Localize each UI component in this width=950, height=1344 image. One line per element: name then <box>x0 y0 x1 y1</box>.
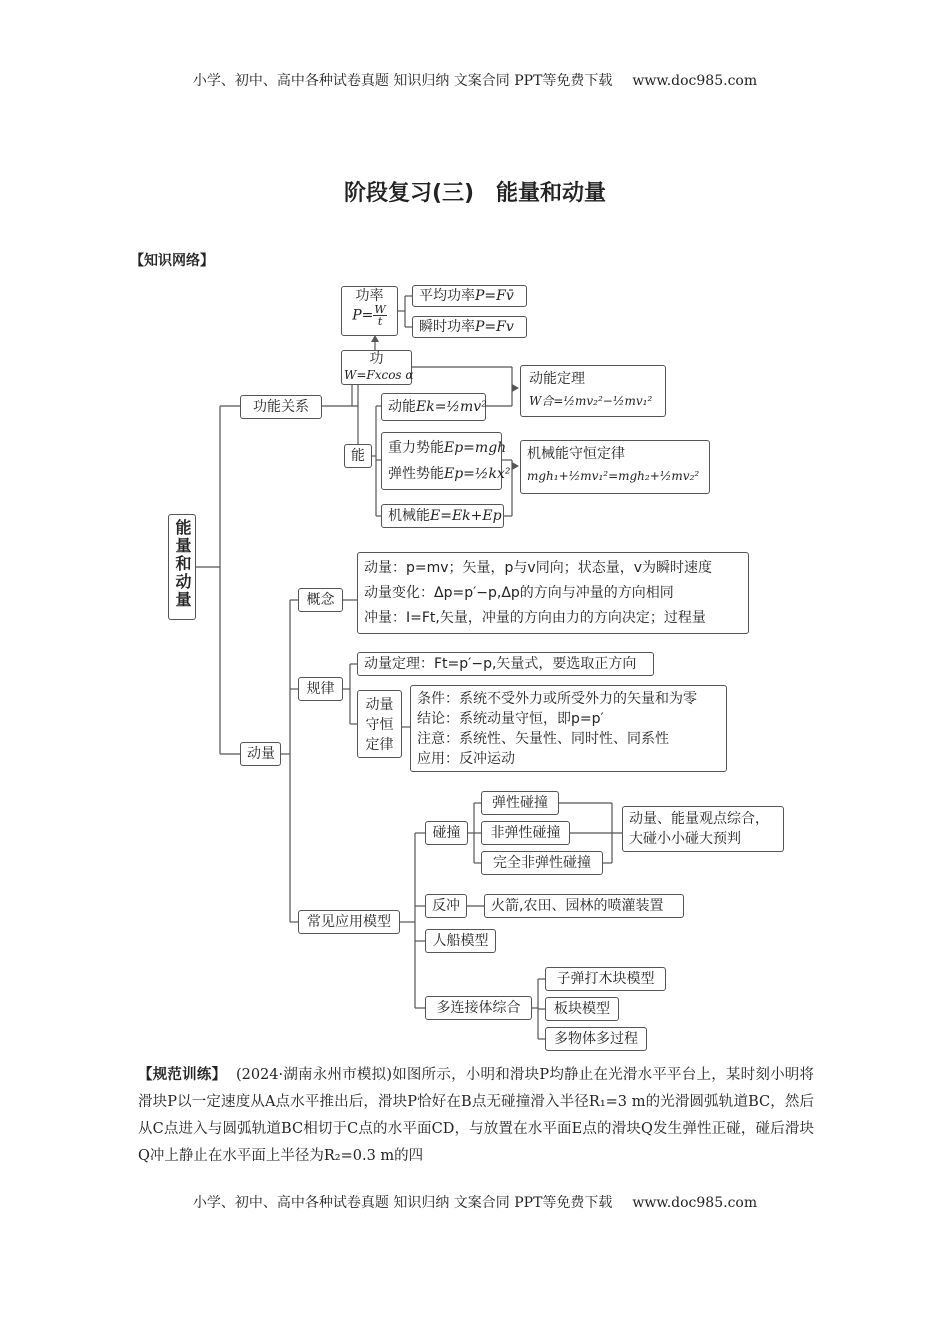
node-pz-note: 动量、能量观点综合， 大碰小小碰大预判 <box>622 806 784 852</box>
node-guilv: 规律 <box>298 677 343 701</box>
root-node: 能量和动量 <box>168 514 196 620</box>
node-zidan: 子弹打木块模型 <box>545 967 666 991</box>
node-gainian-detail: 动量：p=mv；矢量，p与v同向；状态量，v为瞬时速度 动量变化：Δp=p′−p,Δp的方向与冲量的方向相同 冲量：I=Ft,矢量，冲量的方向由力的方向决定；过程量 <box>357 552 749 634</box>
node-potential: 重力势能Ep=mgh 弹性势能Ep=½kx² <box>381 432 502 490</box>
node-dongliang: 动量 <box>240 742 281 766</box>
section-label: 【知识网络】 <box>130 253 214 269</box>
node-avg-power: 平均功率P=Fv̄ <box>412 285 527 307</box>
node-fanchong: 反冲 <box>425 894 467 918</box>
node-dl-conservation: 动量守恒定律 <box>357 690 402 758</box>
page-title: 阶段复习(三) 能量和动量 <box>343 181 607 206</box>
page-header: 小学、初中、高中各种试卷真题 知识归纳 文案合同 PPT等免费下载 www.doc985.com <box>192 73 758 89</box>
node-feitanxing-pz: 非弹性碰撞 <box>481 821 570 845</box>
node-renchuan: 人船模型 <box>425 929 496 953</box>
node-gong: 功 W=Fxcos α <box>341 350 412 385</box>
node-wanquan-pz: 完全非弹性碰撞 <box>481 851 603 875</box>
node-jixieneng: 机械能E=Ek+Ep <box>381 504 504 528</box>
node-pengzhuang: 碰撞 <box>425 821 468 845</box>
node-dongneng: 动能Ek=½mv² <box>381 393 486 421</box>
problem-paragraph: 【规范训练】 (2024·湖南永州市模拟)如图所示，小明和滑块P均静止在光滑水平平台上，某时刻小明将滑块P以一定速度从A点水平推出后，滑块P恰好在B点无碰撞滑入半径R₁=3 m的光滑圆弧轨道BC，然后从C点进入与圆弧轨道BC相切于C点的水平面CD，与放置在水平面E点的滑块Q发生弹性正碰，碰后滑块Q冲上静止在水平面上半径为R₂=0.3 m的四 <box>138 1067 814 1164</box>
node-tanxing-pz: 弹性碰撞 <box>481 791 559 815</box>
fraction-w-over-t: $\frac{W}{t}$ <box>374 303 386 328</box>
node-gongneng: 功能关系 <box>240 395 322 419</box>
node-jixie-conservation: 机械能守恒定律 mgh₁+½mv₁²=mgh₂+½mv₂² <box>520 440 710 494</box>
node-conservation-detail: 条件：系统不受外力或所受外力的矢量和为零 结论：系统动量守恒，即p=p′ 注意：系统性、矢量性、同时性、同系性 应用：反冲运动 <box>410 685 727 772</box>
node-dongneng-theorem: 动能定理 W合=½mv₂²−½mv₁² <box>520 365 666 417</box>
node-dl-theorem: 动量定理：Ft=p′−p,矢量式，要选取正方向 <box>357 652 654 676</box>
node-gonglv: 功率 P= $\frac{W}{t}$ <box>341 286 398 336</box>
page-footer: 小学、初中、高中各种试卷真题 知识归纳 文案合同 PPT等免费下载 www.doc985.com <box>192 1195 758 1211</box>
node-changjian: 常见应用模型 <box>298 910 400 934</box>
node-bankuai: 板块模型 <box>545 997 619 1021</box>
node-gainian: 概念 <box>298 588 343 612</box>
node-fanchong-note: 火箭,农田、园林的喷灌装置 <box>484 894 684 918</box>
node-duowuti: 多物体多过程 <box>545 1027 647 1051</box>
node-duolianjie: 多连接体综合 <box>425 996 532 1020</box>
node-neng: 能 <box>344 444 372 468</box>
node-inst-power: 瞬时功率P=Fv <box>412 316 527 338</box>
